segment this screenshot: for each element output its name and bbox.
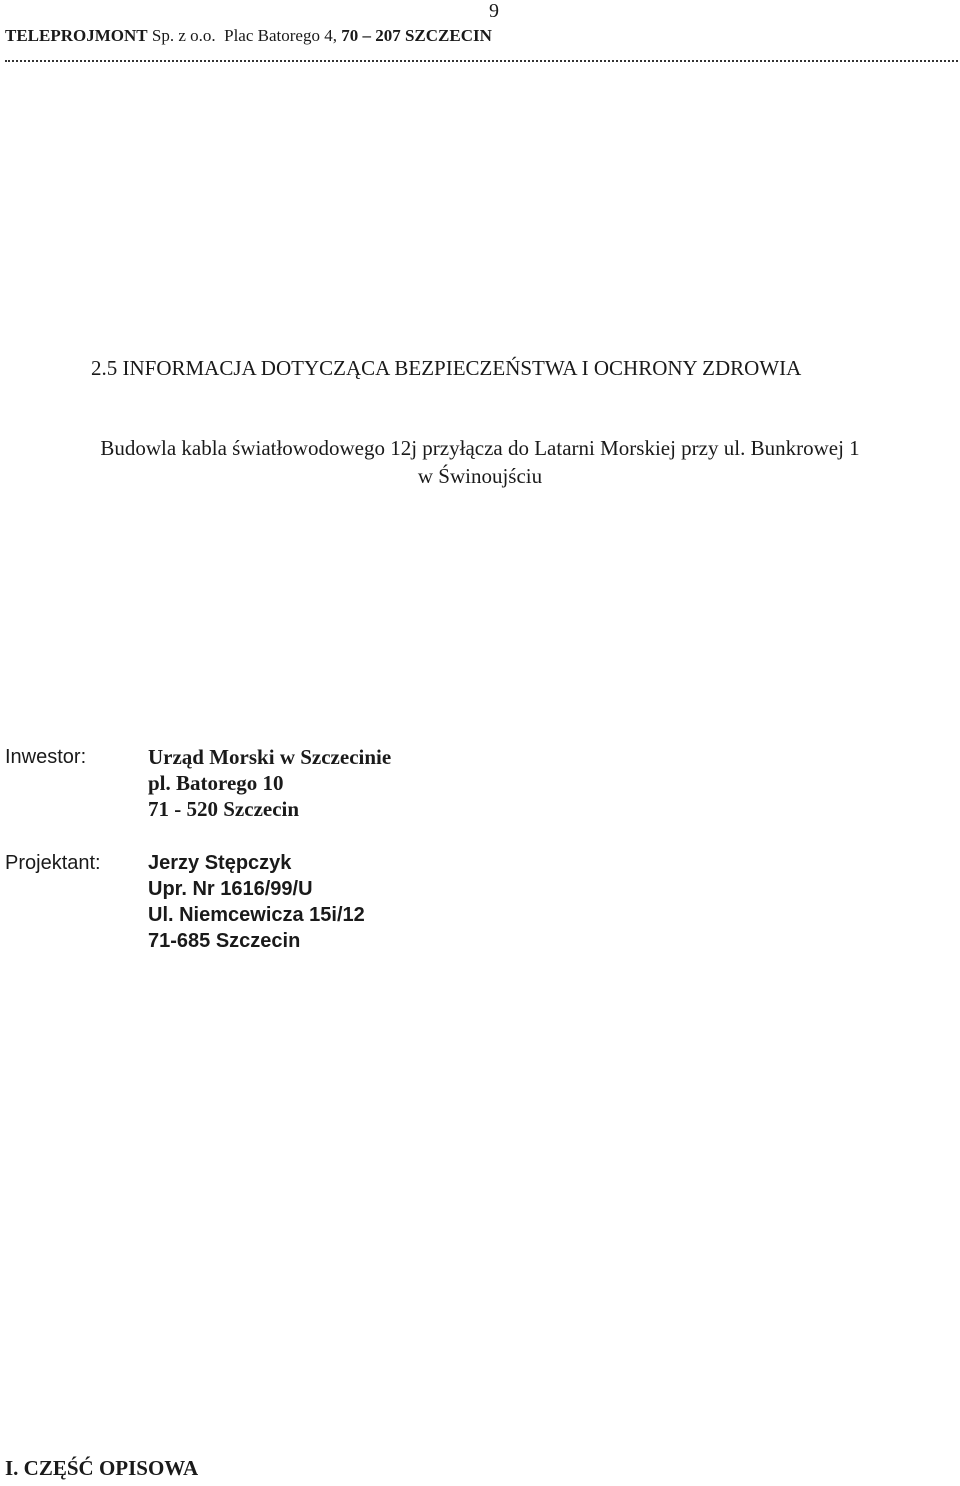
section-title: 2.5 INFORMACJA DOTYCZĄCA BEZPIECZEŃSTWA I OCHRONY ZDROWIA [91,356,802,380]
header-divider [5,60,958,62]
designer-line: Jerzy Stępczyk [148,852,292,874]
address-postal: 70 – 207 SZCZECIN [341,26,492,45]
designer-details [148,850,365,954]
company-name: TELEPROJMONT [5,26,148,45]
designer-label: Projektant: [5,852,101,874]
page-header [5,26,492,46]
designer-line: Ul. Niemcewicza 15i/12 [148,904,365,926]
investor-details [148,744,391,822]
page-number: 9 [489,0,499,22]
investor-line: Urząd Morski w Szczecinie [148,745,392,769]
address-prefix: Plac Batorego 4, [224,26,337,45]
investor-label: Inwestor: [5,746,87,768]
project-subject [40,434,920,490]
designer-line: 71-685 Szczecin [148,930,301,952]
subject-line-1: Budowla kabla światłowodowego 12j przyłącza do Latarni Morskiej przy ul. Bunkrowej 1 [100,436,860,460]
investor-line: pl. Batorego 10 [148,771,284,795]
investor-line: 71 - 520 Szczecin [148,797,300,821]
company-suffix: Sp. z o.o. [151,26,216,45]
subject-line-2: w Świnoujściu [417,464,543,488]
designer-line: Upr. Nr 1616/99/U [148,878,313,900]
part-title: I. CZĘŚĆ OPISOWA [5,1456,199,1480]
